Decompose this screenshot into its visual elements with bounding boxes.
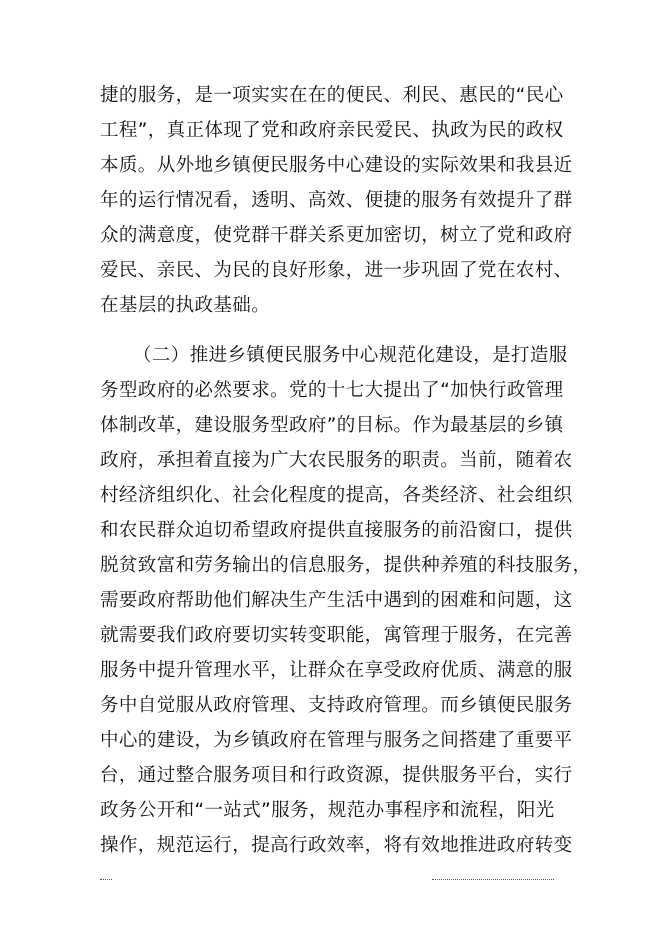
paragraph-line: 务型政府的必然要求。党的十七大提出了“加快行政管理 <box>100 380 564 401</box>
paragraph-line: （二）推进乡镇便民服务中心规范化建设，是打造服 <box>133 345 568 366</box>
paragraph-line: 众的满意度，使党群干群关系更加密切，树立了党和政府 <box>100 225 573 246</box>
paragraph-line: 操作，规范运行，提高行政效率，将有效地推进政府转变 <box>100 835 573 856</box>
paragraph-line: 在基层的执政基础。 <box>100 295 271 316</box>
paragraph-line: 就需要我们政府要切实转变职能，寓管理于服务，在完善 <box>100 625 573 646</box>
paragraph-line: 务中自觉服从政府管理、支持政府管理。而乡镇便民服务 <box>100 695 573 716</box>
paragraph-line: 政务公开和“一站式”服务，规范办事程序和流程，阳光 <box>100 800 555 821</box>
paragraph-line: 年的运行情况看，透明、高效、便捷的服务有效提升了群 <box>100 190 573 211</box>
footer-divider-left <box>100 879 112 881</box>
paragraph-line: 体制改革，建设服务型政府”的目标。作为最基层的乡镇 <box>100 415 564 436</box>
paragraph-line: 中心的建设，为乡镇政府在管理与服务之间搭建了重要平 <box>100 730 573 751</box>
paragraph-line: 脱贫致富和劳务输出的信息服务，提供种养殖的科技服务， <box>100 555 592 576</box>
paragraph-line: 需要政府帮助他们解决生产生活中遇到的困难和问题，这 <box>100 590 573 611</box>
paragraph-line: 台，通过整合服务项目和行政资源，提供服务平台，实行 <box>100 765 573 786</box>
paragraph-line: 村经济组织化、社会化程度的提高，各类经济、社会组织 <box>100 485 573 506</box>
paragraph-line: 本质。从外地乡镇便民服务中心建设的实际效果和我县近 <box>100 155 573 176</box>
footer-divider-right <box>432 879 554 881</box>
paragraph-line: 和农民群众迫切希望政府提供直接服务的前沿窗口，提供 <box>100 520 573 541</box>
paragraph-line: 工程”，真正体现了党和政府亲民爱民、执政为民的政权 <box>100 120 564 141</box>
paragraph-line: 政府，承担着直接为广大农民服务的职责。当前，随着农 <box>100 450 573 471</box>
paragraph-line: 爱民、亲民、为民的良好形象，进一步巩固了党在农村、 <box>100 260 573 281</box>
paragraph-line: 服务中提升管理水平，让群众在享受政府优质、满意的服 <box>100 660 573 681</box>
paragraph-line: 捷的服务，是一项实实在在的便民、利民、惠民的“民心 <box>100 85 564 106</box>
